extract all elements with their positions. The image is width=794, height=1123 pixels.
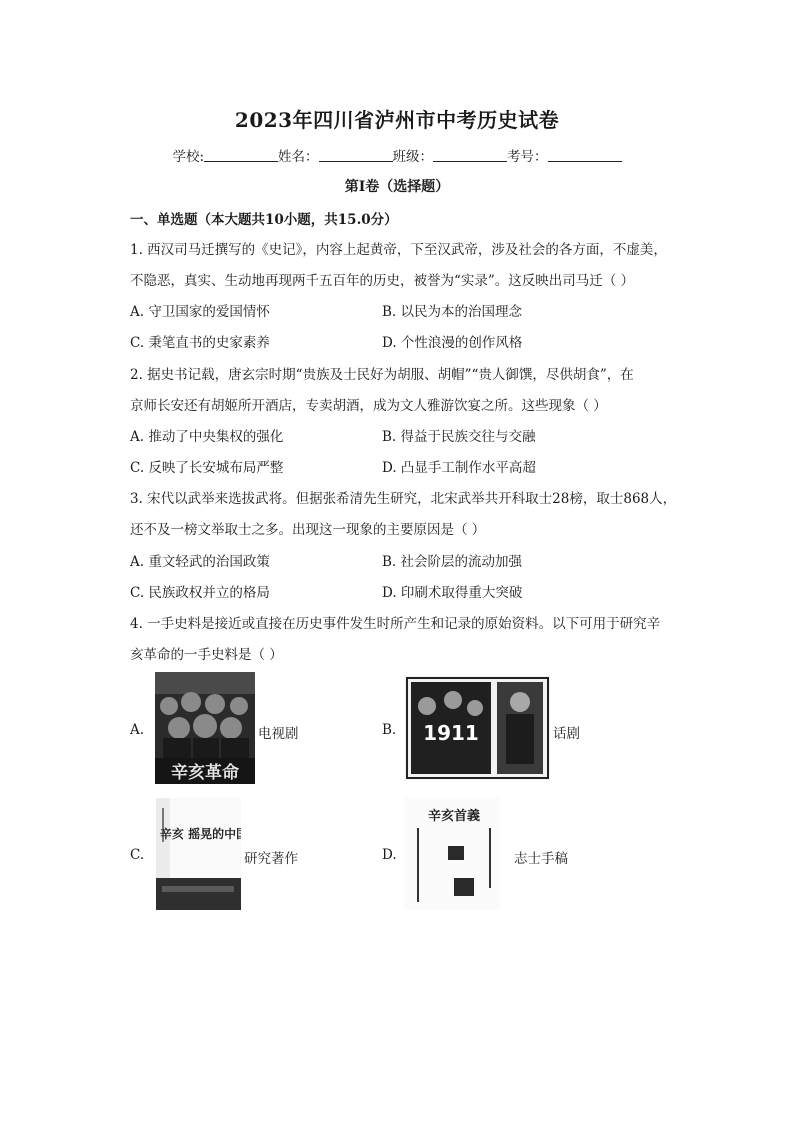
section-title: 第I卷（选择题） [344, 179, 450, 195]
stage-play-poster-year: 1911 [423, 721, 479, 745]
question-1-option-d[interactable]: D. 个性浪漫的创作风格 [382, 335, 523, 351]
question-3-line-2: 还不及一榜文举取士之多。出现这一现象的主要原因是（ ） [130, 522, 486, 538]
name-blank[interactable] [319, 148, 393, 162]
question-3-option-c[interactable]: C. 民族政权并立的格局 [130, 585, 270, 601]
school-blank[interactable] [204, 148, 278, 162]
question-4-option-a-caption: 电视剧 [258, 726, 299, 742]
question-4-option-c-caption: 研究著作 [244, 851, 298, 867]
question-4-option-a-letter[interactable]: A. [130, 722, 145, 738]
question-2-line-1: 2. 据史书记载，唐玄宗时期“贵族及士民好为胡服、胡帽”“贵人御馔，尽供胡食”，在 [130, 367, 634, 383]
question-1-option-c[interactable]: C. 秉笔直书的史家素养 [130, 335, 270, 351]
class-blank[interactable] [433, 148, 507, 162]
exam-number-blank[interactable] [548, 148, 622, 162]
question-2-option-d[interactable]: D. 凸显手工制作水平高超 [382, 460, 536, 476]
school-label: 学校: [172, 149, 205, 165]
question-1-option-b[interactable]: B. 以民为本的治国理念 [382, 304, 523, 320]
manuscript-image[interactable] [404, 798, 500, 910]
question-4-line-2: 亥革命的一手史料是（ ） [130, 647, 283, 663]
manuscript-heading: 辛亥首義 [427, 809, 481, 824]
question-4-option-b-caption: 话剧 [553, 726, 580, 742]
question-2-option-b[interactable]: B. 得益于民族交往与交融 [382, 429, 536, 445]
name-label: 姓名： [278, 149, 319, 165]
question-4-option-b-letter[interactable]: B. [382, 722, 397, 738]
research-book-cover-image[interactable] [156, 798, 241, 910]
student-info-line [0, 145, 794, 165]
tv-drama-poster-image[interactable] [155, 672, 255, 784]
exam-title: 2023年四川省泸州市中考历史试卷 [234, 108, 560, 132]
question-4-option-d-letter[interactable]: D. [382, 847, 397, 863]
question-3-line-1: 3. 宋代以武举来选拔武将。但据张希清先生研究，北宋武举共开科取士28榜，取士868人， [130, 491, 677, 507]
part-heading: 一、单选题（本大题共10小题，共15.0分） [130, 212, 398, 228]
question-3-option-d[interactable]: D. 印刷术取得重大突破 [382, 585, 523, 601]
question-2-line-2: 京师长安还有胡姬所开酒店，专卖胡酒，成为文人雅游饮宴之所。这些现象（ ） [130, 398, 607, 414]
question-1-option-a[interactable]: A. 守卫国家的爱国情怀 [130, 304, 270, 320]
question-1-line-1: 1. 西汉司马迁撰写的《史记》，内容上起黄帝，下至汉武帝，涉及社会的各方面，不虚美， [130, 242, 667, 258]
question-4-line-1: 4. 一手史料是接近或直接在历史事件发生时所产生和记录的原始资料。以下可用于研究辛 [130, 616, 661, 632]
question-2-option-c[interactable]: C. 反映了长安城布局严整 [130, 460, 284, 476]
question-3-option-a[interactable]: A. 重文轻武的治国政策 [130, 554, 270, 570]
question-4-option-d-caption: 志士手稿 [514, 851, 568, 867]
question-3-option-b[interactable]: B. 社会阶层的流动加强 [382, 554, 523, 570]
tv-drama-poster-title: 辛亥革命 [171, 763, 239, 783]
exam-number-label: 考号： [507, 149, 548, 165]
question-4-option-c-letter[interactable]: C. [130, 847, 145, 863]
question-1-line-2: 不隐恶，真实、生动地再现两千五百年的历史，被誉为“实录”。这反映出司马迁（ ） [130, 273, 635, 289]
research-book-title: 辛亥 摇晃的中国 [159, 827, 241, 841]
question-2-option-a[interactable]: A. 推动了中央集权的强化 [130, 429, 284, 445]
stage-play-poster-image[interactable] [405, 676, 550, 780]
class-label: 班级： [392, 149, 434, 165]
